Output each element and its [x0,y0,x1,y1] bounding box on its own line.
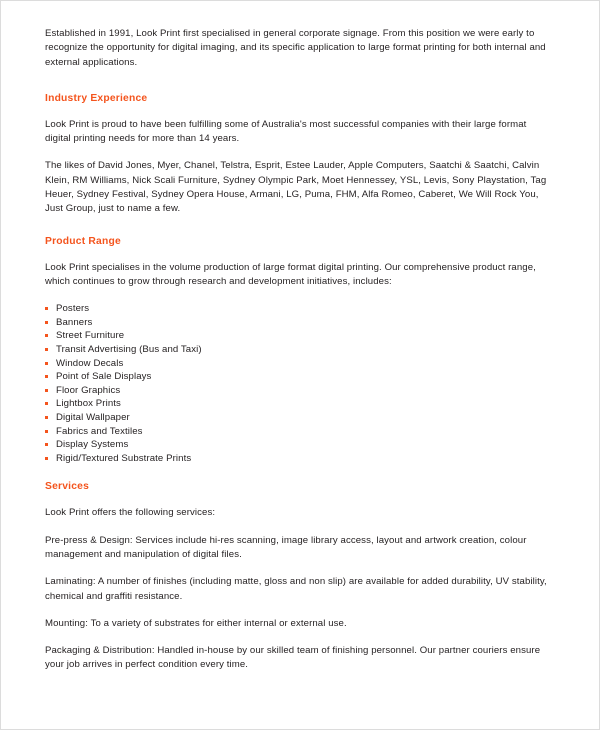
section-heading-services: Services [45,481,90,493]
list-item [45,370,555,384]
list-item-label: Rigid/Textured Substrate Prints [56,452,192,464]
section-spacer [45,83,555,92]
services-paragraph-5: Packaging & Distribution: Handled in-house by our skilled team of finishing personnel. Our partner couriers ensure your job arrives in perfect condition every time. [45,645,541,671]
bullet-icon [45,334,48,337]
bullet-icon [45,321,48,324]
bullet-icon [45,457,48,460]
list-item [45,357,555,371]
list-item-label: Posters [56,303,90,315]
list-item-label: Street Furniture [56,330,125,342]
product-range-paragraph-1: Look Print specialises in the volume production of large format digital printing. Our comprehensive product range, which continues to grow through research and development initiatives, includes: [45,261,536,287]
bullet-icon [45,389,48,392]
list-item-label: Point of Sale Displays [56,371,152,383]
list-item [45,302,555,316]
services-paragraph-4: Mounting: To a variety of substrates for either internal or external use. [45,617,347,629]
bullet-icon [45,348,48,351]
product-range-list [45,302,555,465]
list-item-label: Floor Graphics [56,384,121,396]
list-item [45,452,555,466]
section-heading-industry-experience: Industry Experience [45,92,148,104]
list-item-label: Window Decals [56,357,124,369]
section-spacer [45,471,555,480]
list-item [45,397,555,411]
document-body [45,27,555,673]
list-item [45,384,555,398]
bullet-icon [45,416,48,419]
list-item [45,343,555,357]
list-item [45,316,555,330]
section-heading-product-range: Product Range [45,235,121,247]
list-item-label: Digital Wallpaper [56,412,130,424]
bullet-icon [45,375,48,378]
list-item-label: Banners [56,316,93,328]
services-paragraph-1: Look Print offers the following services: [45,507,216,519]
industry-experience-paragraph-2: The likes of David Jones, Myer, Chanel, Telstra, Esprit, Estee Lauder, Apple Computers, Saatchi & Saatchi, Calvin Klein, RM Williams, Nick Scali Furniture, Sydney Olympic Park, Moet Hennessey, YSL, Levis, Sony Playstation, Tag Heuer, Sydney Festival, Sydney Opera House, Armani, LG, Puma, FHM, Alfa Romeo, Caberet, We Will Rock You, Just Group, just to name a few. [45,160,547,215]
bullet-icon [45,430,48,433]
list-item-label: Transit Advertising (Bus and Taxi) [56,344,202,356]
bullet-icon [45,443,48,446]
list-item [45,425,555,439]
list-item [45,329,555,343]
list-item-label: Lightbox Prints [56,398,121,410]
list-item [45,438,555,452]
bullet-icon [45,307,48,310]
list-item-label: Display Systems [56,439,129,451]
list-item [45,411,555,425]
industry-experience-paragraph-1: Look Print is proud to have been fulfilling some of Australia's most successful companies with their large format digital printing needs for more than 14 years. [45,118,527,145]
bullet-icon [45,402,48,405]
list-item-label: Fabrics and Textiles [56,425,143,437]
bullet-icon [45,362,48,365]
services-paragraph-2: Pre-press & Design: Services include hi-res scanning, image library access, layout and artwork creation, colour management and manipulation of digital files. [45,534,527,560]
intro-paragraph: Established in 1991, Look Print first specialised in general corporate signage. From this position we were early to recognize the opportunity for digital imaging, and its specific application to large format printing for both internal and external applications. [45,28,546,68]
services-paragraph-3: Laminating: A number of finishes (including matte, gloss and non slip) are available for added durability, UV stability, chemical and graffiti resistance. [45,576,547,602]
